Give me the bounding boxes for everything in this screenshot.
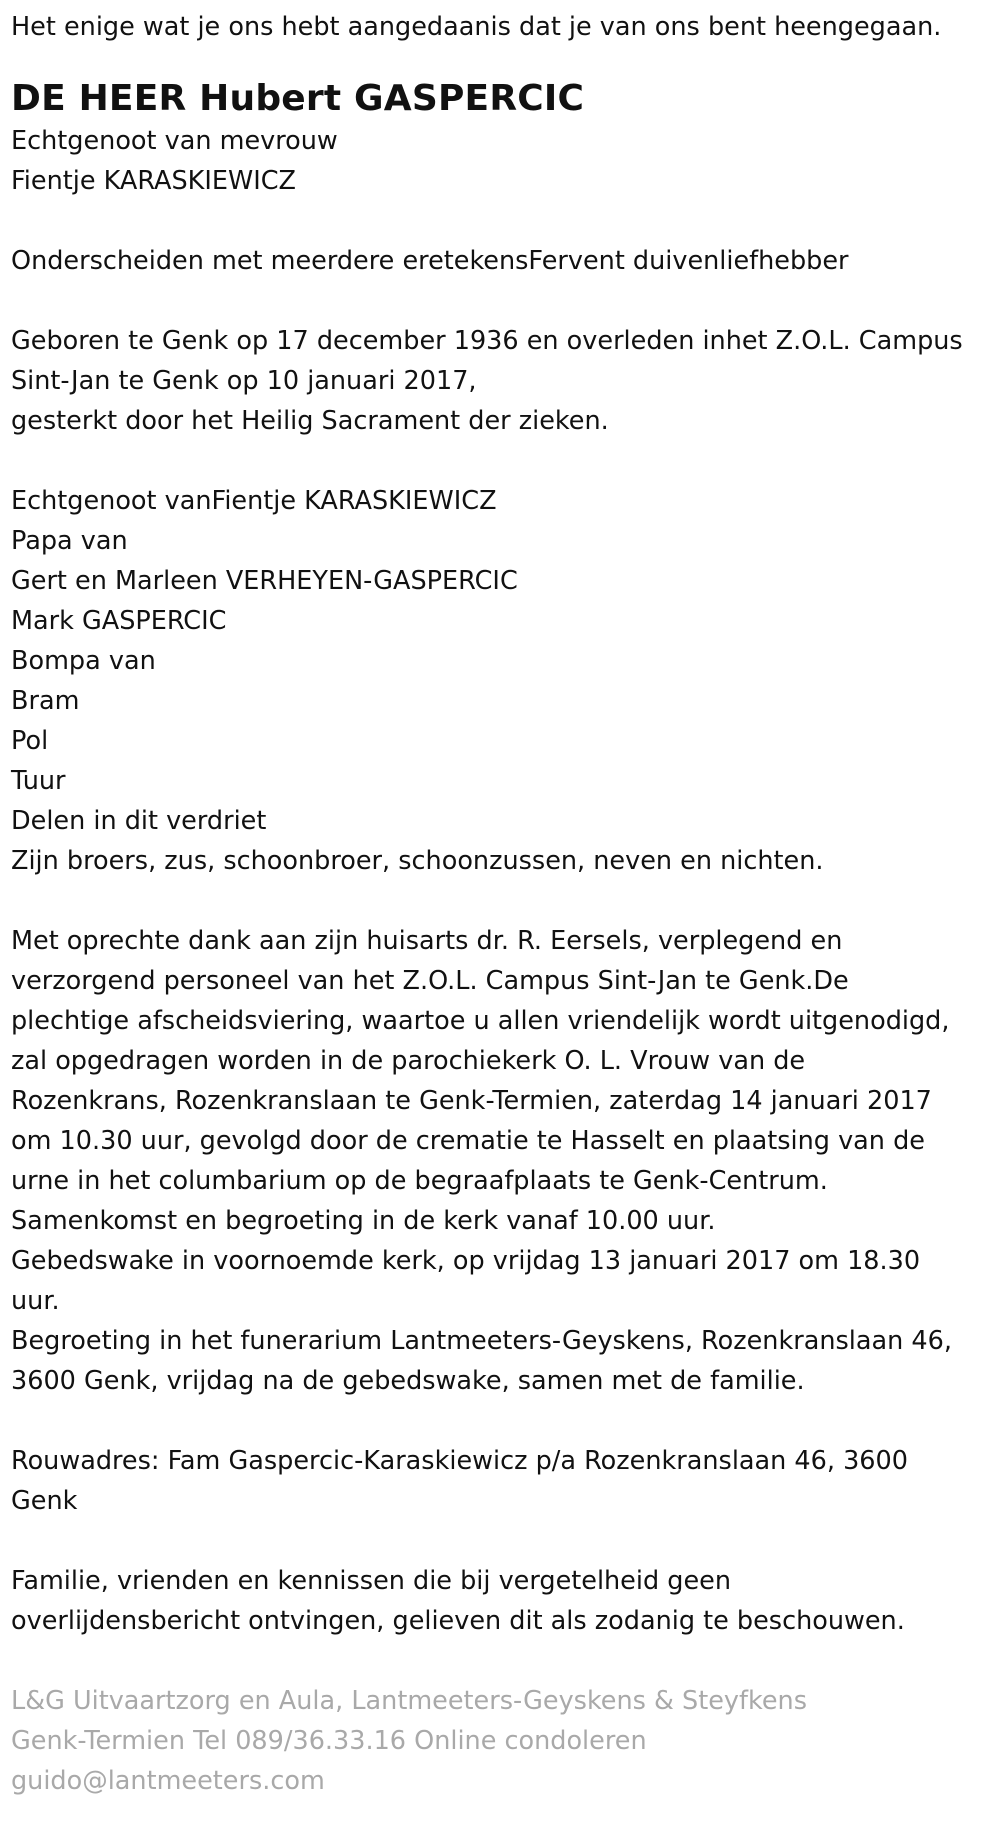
intro-quote: Het enige wat je ons hebt aangedaanis dat je van ons bent heengegaan. [11, 12, 942, 42]
notice-section [11, 1561, 996, 1641]
spouse-line: Fientje KARASKIEWICZ [11, 166, 297, 196]
funeral-home-footer [11, 1681, 996, 1801]
family-line: Papa van [11, 526, 128, 556]
notice-line: overlijdensbericht ontvingen, gelieven dit als zodanig te beschouwen. [11, 1606, 905, 1636]
family-line: Bram [11, 686, 80, 716]
family-line: Bompa van [11, 646, 156, 676]
funeral-home-line: Genk-Termien Tel 089/36.33.16 Online condoleren [11, 1726, 647, 1756]
ceremony-line: plechtige afscheidsviering, waartoe u allen vriendelijk wordt uitgenodigd, [11, 1006, 950, 1036]
ceremony-line: 3600 Genk, vrijdag na de gebedswake, samen met de familie. [11, 1366, 805, 1396]
ceremony-line: Met oprechte dank aan zijn huisarts dr. R. Eersels, verplegend en [11, 926, 843, 956]
birth-death-line: Geboren te Genk op 17 december 1936 en overleden inhet Z.O.L. Campus [11, 326, 963, 356]
notice-line: Familie, vrienden en kennissen die bij vergetelheid geen [11, 1566, 731, 1596]
ceremony-line: urne in het columbarium op de begraafplaats te Genk-Centrum. [11, 1166, 828, 1196]
family-line: Tuur [11, 766, 66, 796]
spouse-line: Echtgenoot van mevrouw [11, 126, 338, 156]
ceremony-line: om 10.30 uur, gevolgd door de crematie te Hasselt en plaatsing van de [11, 1126, 925, 1156]
ceremony-line: zal opgedragen worden in de parochiekerk O. L. Vrouw van de [11, 1046, 806, 1076]
family-line: Zijn broers, zus, schoonbroer, schoonzussen, neven en nichten. [11, 846, 824, 876]
ceremony-line: Rozenkrans, Rozenkranslaan te Genk-Termien, zaterdag 14 januari 2017 [11, 1086, 932, 1116]
ceremony-line: Gebedswake in voornoemde kerk, op vrijdag 13 januari 2017 om 18.30 [11, 1246, 921, 1276]
deceased-name: DE HEER Hubert GASPERCIC [11, 78, 585, 119]
family-line: Pol [11, 726, 49, 756]
funeral-home-line: L&G Uitvaartzorg en Aula, Lantmeeters-Geyskens & Steyfkens [11, 1686, 807, 1716]
birth-death-section [11, 321, 996, 441]
ceremony-section [11, 921, 996, 1401]
family-line: Mark GASPERCIC [11, 606, 227, 636]
ceremony-line: Samenkomst en begroeting in de kerk vanaf 10.00 uur. [11, 1206, 716, 1236]
mourning-address-line: Genk [11, 1486, 78, 1516]
funeral-home-email: guido@lantmeeters.com [11, 1766, 325, 1796]
mourning-address-line: Rouwadres: Fam Gaspercic-Karaskiewicz p/a Rozenkranslaan 46, 3600 [11, 1446, 908, 1476]
ceremony-line: Begroeting in het funerarium Lantmeeters-Geyskens, Rozenkranslaan 46, [11, 1326, 952, 1356]
ceremony-line: verzorgend personeel van het Z.O.L. Campus Sint-Jan te Genk.De [11, 966, 849, 996]
birth-death-line: Sint-Jan te Genk op 10 januari 2017, [11, 366, 477, 396]
birth-death-line: gesterkt door het Heilig Sacrament der zieken. [11, 406, 609, 436]
obituary-page [11, 0, 996, 1801]
spouse-section [11, 121, 996, 201]
honors-section [11, 241, 996, 281]
ceremony-line: uur. [11, 1286, 60, 1316]
mourning-address-section [11, 1441, 996, 1521]
family-line: Delen in dit verdriet [11, 806, 267, 836]
family-line: Echtgenoot vanFientje KARASKIEWICZ [11, 486, 497, 516]
family-section [11, 481, 996, 881]
honors-line: Onderscheiden met meerdere eretekensFervent duivenliefhebber [11, 246, 849, 276]
family-line: Gert en Marleen VERHEYEN-GASPERCIC [11, 566, 518, 596]
